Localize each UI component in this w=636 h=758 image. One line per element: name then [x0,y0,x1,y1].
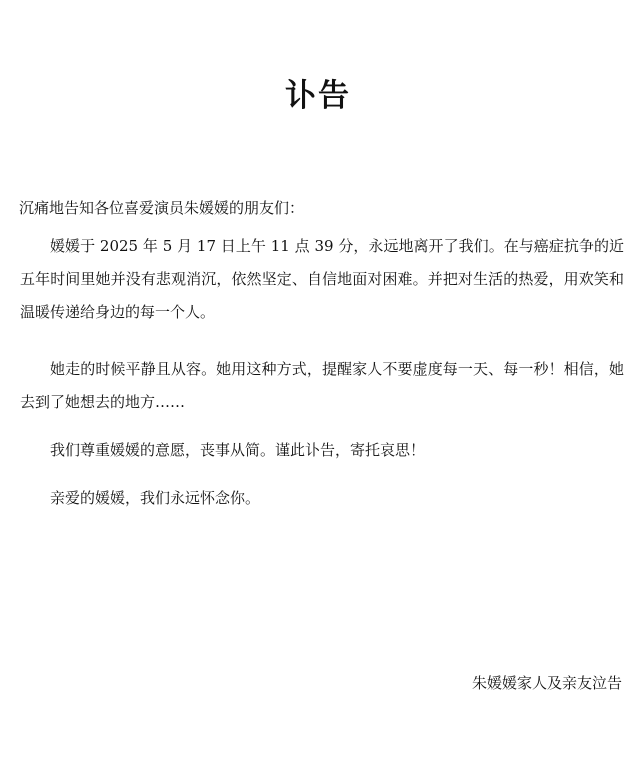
paragraph-passing-notice: 媛媛于 2025 年 5 月 17 日上午 11 点 39 分，永远地离开了我们。在与癌症抗争的近五年时间里她并没有悲观消沉，依然坚定、自信地面对困难。并把对生活的热爱，用欢笑和温暖传递给身边的每一个人。 [20,237,624,321]
paragraph-remembrance: 亲爱的媛媛，我们永远怀念你。 [50,489,261,507]
signature-line: 朱媛媛家人及亲友泣告 [471,674,622,692]
paragraph-funeral-arrangements: 我们尊重媛媛的意愿，丧事从简。谨此讣告，寄托哀思！ [50,441,426,459]
paragraph-peaceful-departure: 她走的时候平静且从容。她用这种方式，提醒家人不要虚度每一天、每一秒！相信，她去到了她想去的地方…… [20,360,624,411]
document-title: 讣告 [285,78,351,114]
greeting-line: 沉痛地告知各位喜爱演员朱媛媛的朋友们： [19,199,305,217]
